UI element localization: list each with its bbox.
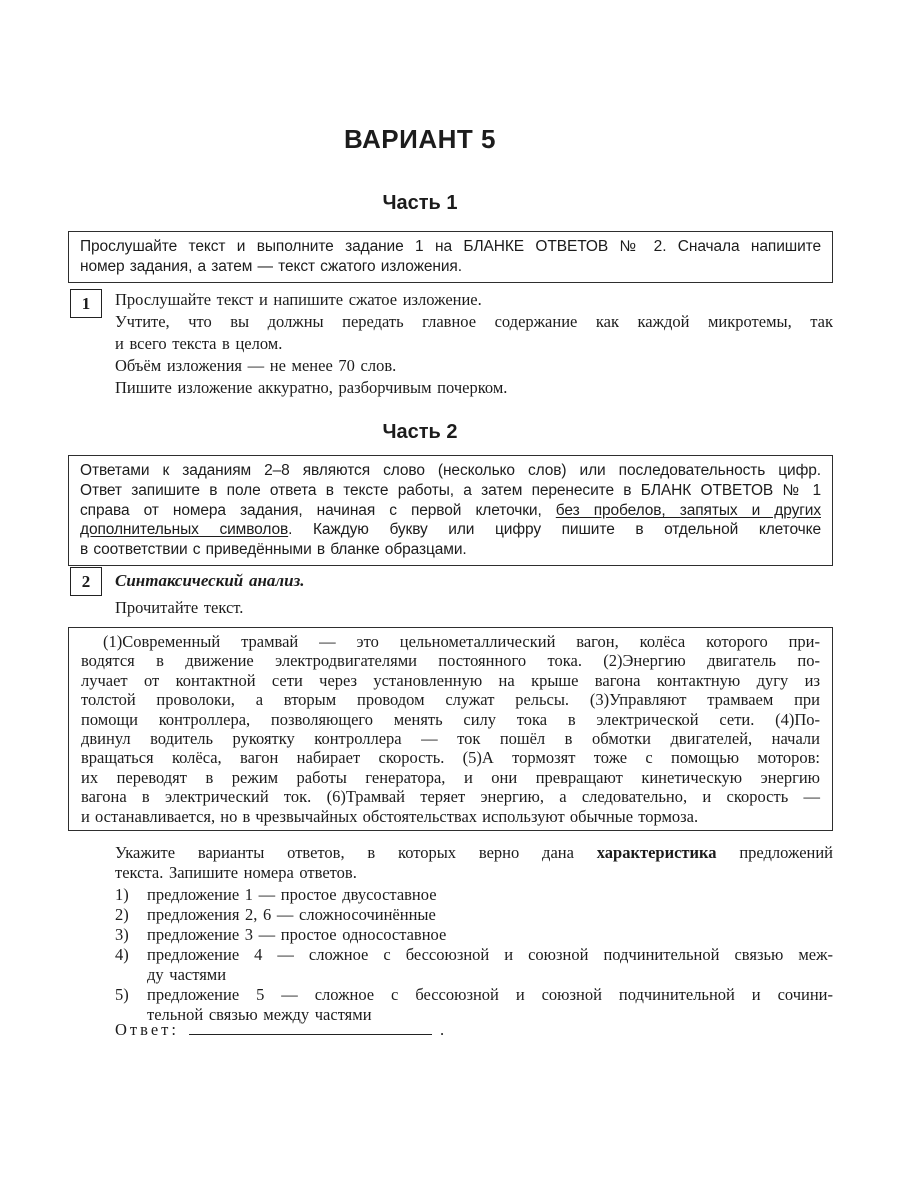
task-2 [70,567,833,619]
text-line: Ответами к заданиям 2–8 являются слово (несколько слов) или последовательность цифр. [80,462,821,479]
option-1 [115,885,833,905]
text-line: Укажите варианты ответов, в которых верно дана характеристика предложений [115,843,834,862]
text-line: предложение 4 — сложное с бессоюзной и союзной подчинительной связью меж- [147,945,833,964]
option-text [147,945,833,985]
text-line: Объём изложения — не менее 70 слов. [115,356,397,375]
text-line: Прослушайте текст и выполните задание 1 на БЛАНКЕ ОТВЕТОВ № 2. Сначала напишите [80,238,821,255]
text-line: справа от номера задания, начиная с первой клеточки, без пробелов, запятых и других [80,501,821,519]
option-number: 3) [115,925,129,944]
text-line: дополнительных символов. Каждую букву или цифру пишите в отдельной клеточке [80,521,821,539]
text-line: вращаться колёса, вагон набирает скорость. (5)А тормозят тоже с помощью моторов: [81,748,820,768]
part1-heading: Часть 1 [382,192,458,214]
answer-blank [189,1021,432,1035]
task2-options [115,885,833,1025]
text-line: ду частями [147,965,227,984]
option-3 [115,925,833,945]
answer-row [115,1020,444,1040]
text-line: и всего текста в целом. [115,334,283,353]
text-line: лучает от контактной сети через установленную на крыше вагона контактную дугу из [81,670,820,690]
text-line: помощи контроллера, позволяющего менять силу тока в электрической сети. (4)По- [81,709,820,729]
task1-text [115,289,833,399]
part1-instruction-box [68,231,833,283]
task2-subtitle: Прочитайте текст. [115,598,244,617]
option-4 [115,945,833,985]
text-line: водятся в движение электродвигателями постоянного тока. (2)Энергию двигатель по- [81,651,820,671]
text-line: номер задания, а затем — текст сжатого изложения. [80,258,462,276]
text-line: Учтите, что вы должны передать главное содержание как каждой микротемы, так [115,312,833,331]
text-line: толстой проволоки, а вторым проводом служат рельсы. (3)Управляют трамваем при [81,690,820,710]
task2-question-intro [115,843,833,883]
option-5 [115,985,833,1025]
option-text [147,885,833,905]
option-number: 1) [115,885,129,904]
text-line: в соответствии с приведёнными в бланке образцами. [80,541,467,559]
text-line: и останавливается, но в чрезвычайных обстоятельствах используют обычные тормоза. [81,806,699,826]
task-1 [70,289,833,399]
option-text [147,925,833,945]
task2-number-box: 2 [70,567,102,596]
text-line: предложение 3 — простое односоставное [147,925,447,944]
text-line: Прослушайте текст и напишите сжатое изложение. [115,290,482,309]
answer-label: Ответ: [115,1020,179,1039]
text-line: тельной связью между частями [147,1005,372,1024]
text-line: их переводят в режим работы генератора, и они превращают кинетическую энергию [81,767,820,787]
text-line: вагона в электрический ток. (6)Трамвай теряет энергию, а следовательно, и скорость — [81,787,820,807]
option-text [147,985,833,1025]
option-number: 5) [115,985,129,1004]
page-title: ВАРИАНТ 5 [344,124,496,154]
task1-number-box: 1 [70,289,102,318]
option-number: 2) [115,905,129,924]
text-line: текста. Запишите номера ответов. [115,863,357,882]
option-number: 4) [115,945,129,964]
text-line: двинул водитель рукоятку контроллера — ток пошёл в обмотки двигателей, начали [81,729,820,749]
task2-passage-box [68,627,833,831]
answer-period: . [439,1020,445,1039]
option-2 [115,905,833,925]
task2-question [115,843,833,1025]
text-line: предложение 5 — сложное с бессоюзной и союзной подчинительной и сочини- [147,985,833,1004]
text-line: предложение 1 — простое двусоставное [147,885,437,904]
text-line: Пишите изложение аккуратно, разборчивым почерком. [115,378,508,397]
text-line: предложения 2, 6 — сложносочинённые [147,905,436,924]
part2-instruction-box [68,455,833,566]
option-text [147,905,833,925]
task2-title: Синтаксический анализ. [115,571,305,590]
part2-heading: Часть 2 [382,421,458,443]
text-line: (1)Современный трамвай — это цельнометаллический вагон, колёса которого при- [103,632,820,651]
text-line: Ответ запишите в поле ответа в тексте работы, а затем перенесите в БЛАНК ОТВЕТОВ № 1 [80,481,821,499]
